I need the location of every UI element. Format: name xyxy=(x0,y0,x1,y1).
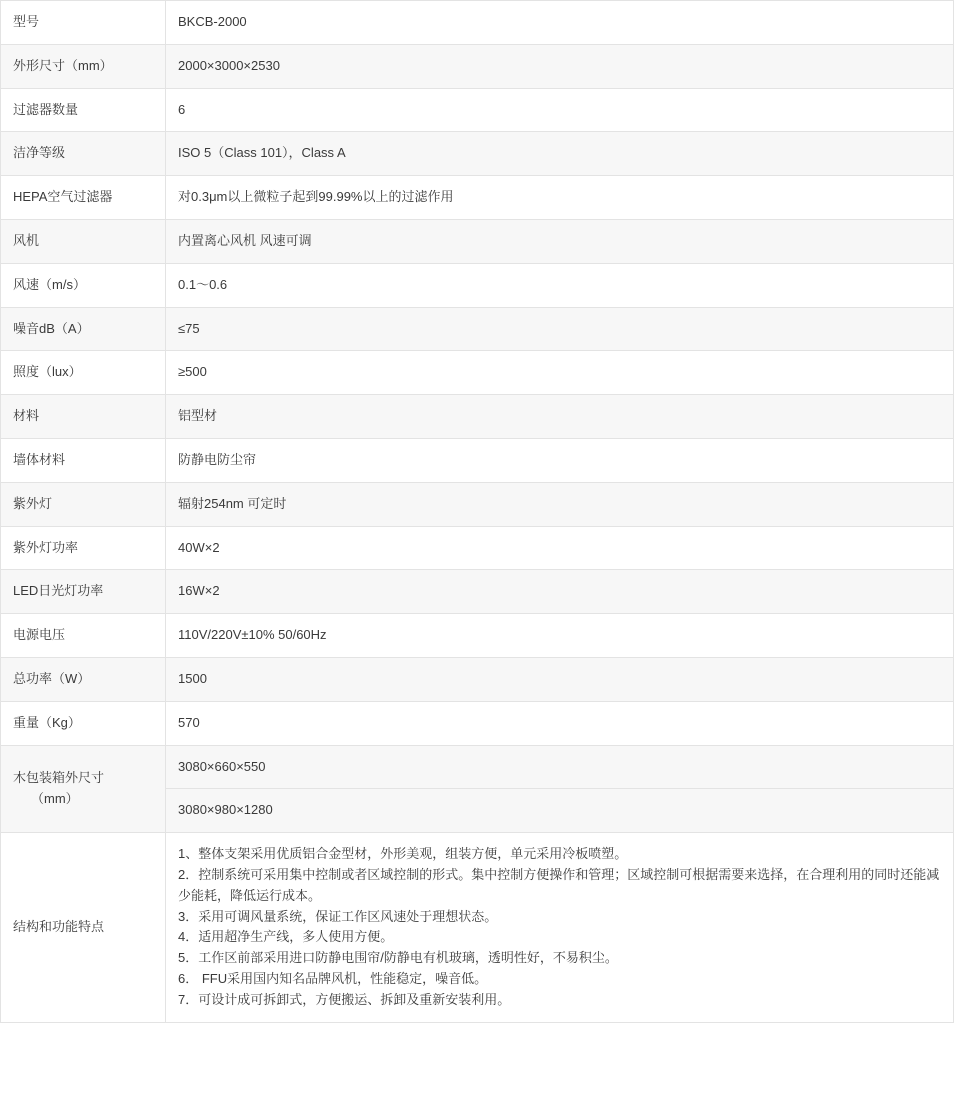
feature-item: 7．可设计成可拆卸式，方便搬运、拆卸及重新安装利用。 xyxy=(178,991,511,1007)
row-value: 内置离心风机 风速可调 xyxy=(166,219,954,263)
table-row xyxy=(1,395,954,439)
row-label: 噪音dB（A） xyxy=(1,307,166,351)
table-row xyxy=(1,657,954,701)
package-size-value: 3080×660×550 xyxy=(166,746,953,789)
feature-item: 1、整体支架采用优质铝合金型材，外形美观，组装方便，单元采用冷板喷塑。 xyxy=(178,846,628,862)
row-value: 1500 xyxy=(166,657,954,701)
package-size-row xyxy=(166,789,953,832)
row-label: 风机 xyxy=(1,219,166,263)
row-label: 重量（Kg） xyxy=(1,701,166,745)
package-size-label xyxy=(1,745,166,833)
package-size-values xyxy=(166,745,954,833)
page-bottom-space xyxy=(0,1023,954,1103)
row-label: 紫外灯 xyxy=(1,482,166,526)
row-label: 外形尺寸（mm） xyxy=(1,44,166,88)
feature-item: 4．适用超净生产线，多人使用方便。 xyxy=(178,929,394,945)
row-label: 过滤器数量 xyxy=(1,88,166,132)
row-value: 对0.3μm以上微粒子起到99.99%以上的过滤作用 xyxy=(166,176,954,220)
table-row xyxy=(1,351,954,395)
table-row xyxy=(1,176,954,220)
row-value: 16W×2 xyxy=(166,570,954,614)
row-value: 570 xyxy=(166,701,954,745)
row-label: 电源电压 xyxy=(1,614,166,658)
table-row xyxy=(1,44,954,88)
package-size-label-line2: （mm） xyxy=(31,790,79,806)
table-row xyxy=(1,482,954,526)
row-label: 照度（lux） xyxy=(1,351,166,395)
row-value: ISO 5（Class 101），Class A xyxy=(166,132,954,176)
row-label: 风速（m/s） xyxy=(1,263,166,307)
table-row xyxy=(1,307,954,351)
table-row xyxy=(1,1,954,45)
feature-item: 3．采用可调风量系统，保证工作区风速处于理想状态。 xyxy=(178,908,498,924)
row-value: 0.1～0.6 xyxy=(166,263,954,307)
table-row xyxy=(1,132,954,176)
table-row xyxy=(1,219,954,263)
row-value: ≤75 xyxy=(166,307,954,351)
row-value: 铝型材 xyxy=(166,395,954,439)
package-size-row xyxy=(166,746,953,789)
table-row xyxy=(1,614,954,658)
row-label: 洁净等级 xyxy=(1,132,166,176)
table-row xyxy=(1,526,954,570)
table-row xyxy=(1,88,954,132)
row-label: 总功率（W） xyxy=(1,657,166,701)
feature-item: 2．控制系统可采用集中控制或者区域控制的形式。集中控制方便操作和管理；区域控制可根据需要来选择，在合理利用的同时还能减少能耗，降低运行成本。 xyxy=(178,866,940,903)
row-value: 6 xyxy=(166,88,954,132)
table-row-features xyxy=(1,833,954,1022)
row-label: 墙体材料 xyxy=(1,438,166,482)
row-value: 辐射254nm 可定时 xyxy=(166,482,954,526)
table-row xyxy=(1,263,954,307)
package-size-label-line1: 木包装箱外尺寸 xyxy=(13,770,105,786)
row-value: 40W×2 xyxy=(166,526,954,570)
feature-item: 6． FFU采用国内知名品牌风机，性能稳定，噪音低。 xyxy=(178,970,488,986)
table-row-package xyxy=(1,745,954,833)
row-label: 紫外灯功率 xyxy=(1,526,166,570)
row-value: ≥500 xyxy=(166,351,954,395)
row-value: BKCB-2000 xyxy=(166,1,954,45)
row-value: 防静电防尘帘 xyxy=(166,438,954,482)
feature-item: 5．工作区前部采用进口防静电围帘/防静电有机玻璃，透明性好，不易积尘。 xyxy=(178,950,618,966)
table-row xyxy=(1,570,954,614)
table-row xyxy=(1,701,954,745)
row-value: 110V/220V±10% 50/60Hz xyxy=(166,614,954,658)
row-label: 材料 xyxy=(1,395,166,439)
package-size-value: 3080×980×1280 xyxy=(166,789,953,832)
table-row xyxy=(1,438,954,482)
package-size-subtable xyxy=(166,746,953,833)
features-value xyxy=(166,833,954,1022)
row-label: HEPA空气过滤器 xyxy=(1,176,166,220)
features-label: 结构和功能特点 xyxy=(1,833,166,1022)
specification-table-body xyxy=(1,1,954,1023)
row-label: LED日光灯功率 xyxy=(1,570,166,614)
row-label: 型号 xyxy=(1,1,166,45)
row-value: 2000×3000×2530 xyxy=(166,44,954,88)
